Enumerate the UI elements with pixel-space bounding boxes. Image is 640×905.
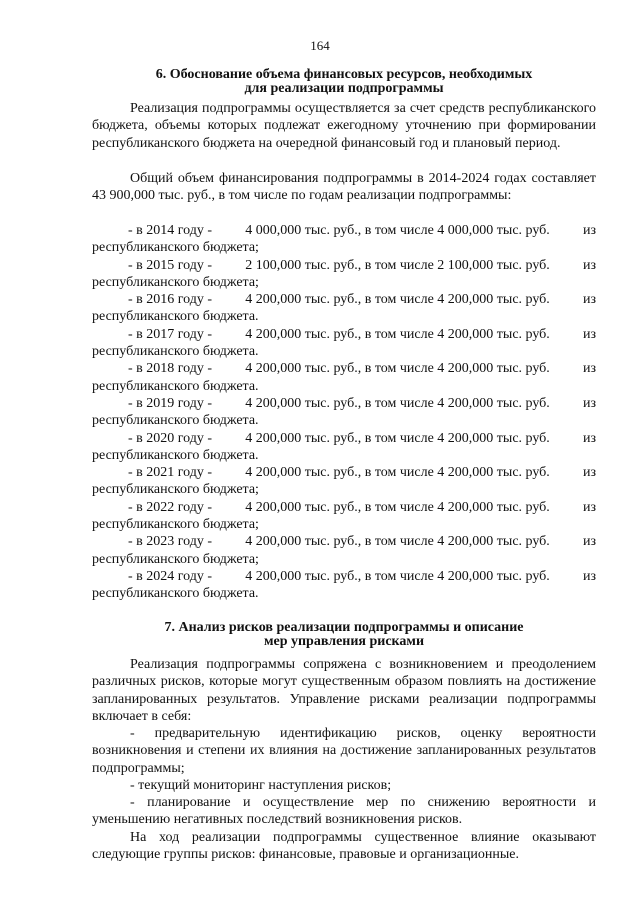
funding-tail: из bbox=[582, 534, 596, 550]
funding-source: республиканского бюджета; bbox=[92, 274, 259, 290]
section-6-paragraph-2: Общий объем финансирования подпрограммы в 2014-2024 годах составляет 43 900,000 тыс. руб., в том числе по годам реализации подпрограммы: bbox=[92, 171, 596, 204]
funding-tail: из bbox=[582, 361, 596, 377]
funding-year-row bbox=[92, 291, 596, 308]
funding-source: республиканского бюджета; bbox=[92, 551, 259, 567]
funding-amount: 4 200,000 тыс. руб., в том числе 4 200,000 тыс. руб. bbox=[245, 361, 550, 377]
risk-management-list bbox=[92, 725, 596, 829]
section-7-paragraph-1: Реализация подпрограммы сопряжена с возникновением и преодолением различных рисков, которые могут существенным образом повлиять на достижение запланированных результатов. Управление рисками реализации подпрограммы включает в себя: bbox=[92, 657, 596, 724]
page-number: 164 bbox=[310, 38, 330, 53]
section-6-paragraph-1: Реализация подпрограммы осуществляется за счет средств республиканского бюджета, объемы которых подлежат ежегодному уточнению при формировании республиканского бюджета на очередной финансовый год и плановый период. bbox=[92, 101, 596, 151]
funding-amount: 2 100,000 тыс. руб., в том числе 2 100,000 тыс. руб. bbox=[245, 257, 550, 273]
funding-year-label: - в 2018 году - bbox=[128, 361, 213, 377]
funding-by-year-list bbox=[92, 222, 596, 603]
funding-year-item bbox=[92, 257, 596, 292]
funding-tail: из bbox=[582, 568, 596, 584]
funding-tail: из bbox=[582, 223, 596, 238]
funding-amount: 4 200,000 тыс. руб., в том числе 4 200,000 тыс. руб. bbox=[245, 326, 550, 342]
funding-source: республиканского бюджета; bbox=[92, 482, 259, 498]
funding-year-item bbox=[92, 464, 596, 499]
risk-bullet-3: - планирование и осуществление мер по снижению вероятности и уменьшению негативных последствий возникновения рисков. bbox=[92, 795, 596, 828]
funding-year-item bbox=[92, 533, 596, 568]
funding-amount: 4 200,000 тыс. руб., в том числе 4 200,000 тыс. руб. bbox=[245, 499, 550, 515]
funding-year-row bbox=[92, 568, 596, 585]
section-7-heading bbox=[92, 621, 596, 649]
funding-year-row bbox=[92, 222, 596, 239]
funding-year-label: - в 2014 году - bbox=[128, 223, 213, 238]
funding-source: республиканского бюджета. bbox=[92, 309, 259, 325]
funding-year-row bbox=[92, 533, 596, 550]
funding-amount: 4 200,000 тыс. руб., в том числе 4 200,000 тыс. руб. bbox=[245, 534, 550, 550]
funding-tail: из bbox=[582, 292, 596, 308]
funding-year-row bbox=[92, 464, 596, 481]
risk-bullet-2: - текущий мониторинг наступления рисков; bbox=[130, 777, 392, 793]
funding-tail: из bbox=[582, 499, 596, 515]
funding-amount: 4 200,000 тыс. руб., в том числе 4 200,000 тыс. руб. bbox=[245, 395, 550, 411]
funding-tail: из bbox=[582, 257, 596, 273]
funding-year-label: - в 2022 году - bbox=[128, 499, 213, 515]
funding-tail: из bbox=[582, 395, 596, 411]
section-7-title-line2: мер управления рисками bbox=[263, 634, 425, 649]
funding-year-item bbox=[92, 360, 596, 395]
funding-year-label: - в 2020 году - bbox=[128, 430, 213, 446]
funding-year-item bbox=[92, 222, 596, 257]
section-6-heading bbox=[92, 68, 596, 96]
funding-year-item bbox=[92, 395, 596, 430]
funding-year-label: - в 2015 году - bbox=[128, 257, 213, 273]
section-6-title-line2: для реализации подпрограммы bbox=[244, 81, 444, 96]
funding-year-item bbox=[92, 568, 596, 603]
funding-year-item bbox=[92, 291, 596, 326]
funding-source: республиканского бюджета. bbox=[92, 413, 259, 429]
funding-year-label: - в 2019 году - bbox=[128, 395, 213, 411]
risk-bullet-1: - предварительную идентификацию рисков, оценку вероятности возникновения и степени их влияния на достижение запланированных результатов подпрограммы; bbox=[92, 726, 596, 776]
funding-year-label: - в 2016 году - bbox=[128, 292, 213, 308]
funding-amount: 4 000,000 тыс. руб., в том числе 4 000,000 тыс. руб. bbox=[245, 223, 550, 238]
funding-amount: 4 200,000 тыс. руб., в том числе 4 200,000 тыс. руб. bbox=[245, 465, 550, 481]
funding-source: республиканского бюджета; bbox=[92, 517, 259, 533]
funding-year-row bbox=[92, 499, 596, 516]
funding-tail: из bbox=[582, 465, 596, 481]
funding-year-row bbox=[92, 395, 596, 412]
funding-source: республиканского бюджета. bbox=[92, 447, 259, 463]
funding-year-item bbox=[92, 430, 596, 465]
funding-year-row bbox=[92, 360, 596, 377]
section-7-title-line1: 7. Анализ рисков реализации подпрограммы и описание bbox=[164, 620, 524, 635]
section-6-title-line1: 6. Обоснование объема финансовых ресурсов, необходимых bbox=[155, 67, 533, 82]
funding-source: республиканского бюджета. bbox=[92, 586, 259, 602]
funding-amount: 4 200,000 тыс. руб., в том числе 4 200,000 тыс. руб. bbox=[245, 568, 550, 584]
funding-source: республиканского бюджета. bbox=[92, 378, 259, 394]
funding-tail: из bbox=[582, 430, 596, 446]
funding-tail: из bbox=[582, 326, 596, 342]
funding-year-item bbox=[92, 499, 596, 534]
funding-year-row bbox=[92, 257, 596, 274]
funding-amount: 4 200,000 тыс. руб., в том числе 4 200,000 тыс. руб. bbox=[245, 430, 550, 446]
funding-year-label: - в 2017 году - bbox=[128, 326, 213, 342]
funding-source: республиканского бюджета. bbox=[92, 344, 259, 360]
funding-year-row bbox=[92, 430, 596, 447]
funding-year-row bbox=[92, 326, 596, 343]
funding-source: республиканского бюджета; bbox=[92, 240, 259, 256]
section-7-paragraph-2: На ход реализации подпрограммы существенное влияние оказывают следующие группы рисков: финансовые, правовые и организационные. bbox=[92, 830, 596, 863]
funding-year-label: - в 2024 году - bbox=[128, 568, 213, 584]
funding-year-label: - в 2023 году - bbox=[128, 534, 213, 550]
funding-year-label: - в 2021 году - bbox=[128, 465, 213, 481]
funding-year-item bbox=[92, 326, 596, 361]
funding-amount: 4 200,000 тыс. руб., в том числе 4 200,000 тыс. руб. bbox=[245, 292, 550, 308]
